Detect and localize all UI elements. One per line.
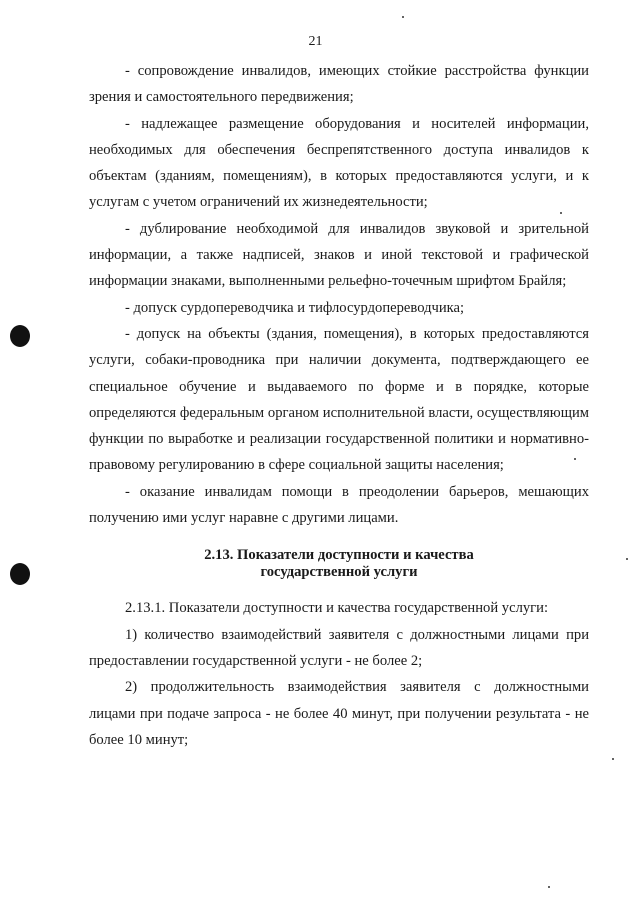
- paragraph: - допуск сурдопереводчика и тифлосурдопереводчика;: [125, 299, 465, 316]
- scan-speck: [612, 758, 614, 760]
- paragraph: - допуск на объекты (здания, помещения), в которых предоставляются услуги, собаки-проводника при наличии документа, подтверждающего ее специальное обучение и выдаваемого по форме и в порядке, которые определяются федеральным органом исполнительной власти, осуществляющим функции по выработке и реализации государственной политики и нормативно-правовому регулированию в сфере социальной защиты населения;: [89, 325, 589, 474]
- scan-speck: [402, 16, 404, 18]
- paragraph: - сопровождение инвалидов, имеющих стойкие расстройства функции зрения и самостоятельного передвижения;: [89, 63, 589, 106]
- document-body: [89, 58, 589, 753]
- paragraph: 1) количество взаимодействий заявителя с должностными лицами при предоставлении государственной услуги - не более 2;: [89, 626, 589, 669]
- page-number: 21: [308, 34, 323, 49]
- section-heading-line: 2.13. Показатели доступности и качества: [204, 547, 474, 564]
- paragraph: - оказание инвалидам помощи в преодолении барьеров, мешающих получению ими услуг наравне с другими лицами.: [89, 483, 589, 527]
- scan-speck: [626, 558, 628, 560]
- paragraph: 2) продолжительность взаимодействия заявителя с должностными лицами при подаче запроса - не более 40 минут, при получении результата - не более 10 минут;: [89, 679, 589, 748]
- scan-speck: [548, 886, 550, 888]
- punch-hole: [10, 563, 30, 585]
- section-heading: [89, 547, 589, 581]
- punch-hole: [10, 325, 30, 347]
- paragraph: - надлежащее размещение оборудования и носителей информации, необходимых для обеспечения беспрепятственного доступа инвалидов к объектам (зданиям, помещениям), в которых предоставляются услуги, и к услугам с учетом ограничений их жизнедеятельности;: [89, 115, 589, 211]
- paragraph: 2.13.1. Показатели доступности и качества государственной услуги:: [125, 600, 549, 617]
- section-heading-line: государственной услуги: [260, 564, 418, 581]
- paragraph: - дублирование необходимой для инвалидов звуковой и зрительной информации, а также надписей, знаков и иной текстовой и графической информации знаками, выполненными рельефно-точечным шрифтом Брайля;: [89, 220, 589, 290]
